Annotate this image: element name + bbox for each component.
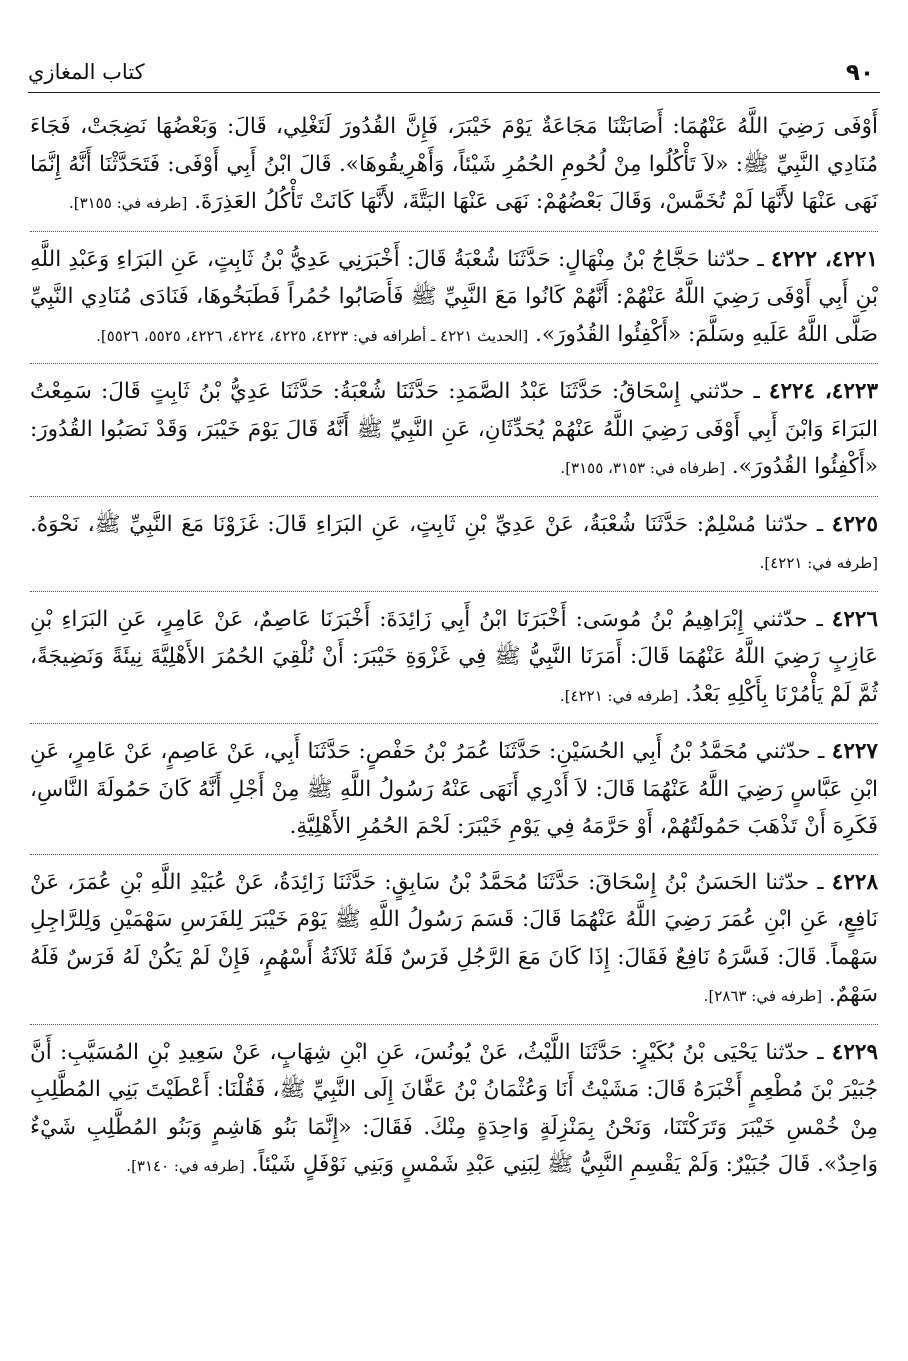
hadith-4229 xyxy=(30,1034,878,1186)
hadith-divider xyxy=(30,496,878,497)
hadith-divider xyxy=(30,363,878,364)
hadith-4227 xyxy=(30,733,878,846)
hadith-4225 xyxy=(30,506,878,583)
page-body xyxy=(30,108,878,1186)
hadith-4223-4224 xyxy=(30,373,878,488)
hadith-text: ـ حدّثني إِسْحَاقُ: حَدَّثَنَا عَبْدُ الصَّمَدِ: حَدَّثَنَا شُعْبَةُ: حَدَّثَنَا عَدِيُّ بْنُ ثَابِتٍ قَالَ: سَمِعْتُ البَرَاءَ وَابْنَ أَبِي أَوْفَى رَضِيَ اللَّهُ عَنْهُمْ يُحَدِّثَانِ، عَنِ النَّبِيِّ ﷺ أَنَّهُ قَالَ يَوْمَ خَيْبَرَ، وَقَدْ نَصَبُوا القُدُورَ: «أَكْفِئُوا القُدُورَ». xyxy=(30,379,878,479)
cross-reference: [طرفه في: ٣١٤٠]. xyxy=(126,1157,245,1175)
hadith-4226 xyxy=(30,601,878,716)
hadith-text: أَوْفَى رَضِيَ اللَّهُ عَنْهُمَا: أَصَابَتْنَا مَجَاعَةٌ يَوْمَ خَيْبَرَ، فَإِنَّ القُدُورَ لَتَغْلِي، قَالَ: وَبَعْضُهَا نَضِجَتْ، فَجَاءَ مُنَادِي النَّبِيِّ ﷺ: «لاَ تَأْكُلُوا مِنْ لُحُومِ الحُمُرِ شَيْئاً، وَأَهْرِيقُوهَا». قَالَ ابْنُ أَبِي أَوْفَى: فَتَحَدَّثْنَا أَنَّهُ إِنَّمَا نَهَى عَنْهَا لأَنَّهَا لَمْ تُخَمَّسْ، وَقَالَ بَعْضُهُمْ: نَهَى عَنْهَا البَتَّةَ، لأَنَّهَا كَانَتْ تَأْكُلُ العَذِرَةَ. xyxy=(30,114,878,214)
cross-reference: [طرفه في: ٤٢٢١]. xyxy=(759,554,878,572)
hadith-number: ٤٢٢٣، ٤٢٢٤ xyxy=(768,379,878,404)
header-rule xyxy=(28,92,880,93)
cross-reference: [طرفه في: ٤٢٢١]. xyxy=(559,686,679,705)
page-number: ٩٠ xyxy=(845,60,874,86)
hadith-4221-4222 xyxy=(30,241,878,356)
hadith-text: ـ حدّثنا يَحْيَى بْنُ بُكَيْرٍ: حَدَّثَنَا اللَّيْثُ، عَنْ يُونُسَ، عَنِ ابْنِ شِهَابٍ، عَنْ سَعِيدِ بْنِ المُسَيَّبِ: أَنَّ جُبَيْرَ بْنَ مُطْعِمٍ أَخْبَرَهُ قَالَ: مَشَيْتُ أَنَا وَعُثْمَانُ بْنُ عَفَّانَ إِلَى النَّبِيِّ ﷺ، فَقُلْنَا: أَعْطَيْتَ بَنِي المُطَّلِبِ مِنْ خُمْسِ خَيْبَرَ وَتَرَكْتَنَا، وَنَحْنُ بِمَنْزِلَةٍ وَاحِدَةٍ مِنْكَ. فَقَالَ: «إِنَّمَا بَنُو هَاشِمٍ وَبَنُو المُطَّلِبِ شَيْءٌ وَاحِدٌ». قَالَ جُبَيْرٌ: وَلَمْ يَقْسِمِ النَّبِيُّ ﷺ لِبَنِي عَبْدِ شَمْسٍ وَبَنِي نَوْفَلٍ شَيْئاً. xyxy=(30,1039,878,1177)
hadith-divider xyxy=(30,1024,878,1025)
hadith-number: ٤٢٢٨ xyxy=(831,869,878,895)
hadith-number: ٤٢٢٦ xyxy=(831,606,878,632)
hadith-text: ـ حدّثنا مُسْلِمٌ: حَدَّثَنَا شُعْبَةُ، عَنْ عَدِيِّ بْنِ ثَابِتٍ، عَنِ البَرَاءِ قَالَ: غَزَوْنَا مَعَ النَّبِيِّ ﷺ، نَحْوَهُ. xyxy=(30,511,824,537)
page-header xyxy=(28,60,880,100)
hadith-number: ٤٢٢٩ xyxy=(831,1039,878,1065)
cross-reference: [طرفه في: ٢٨٦٣]. xyxy=(703,987,823,1005)
cross-reference: [طرفه في: ٣١٥٥]. xyxy=(68,194,188,212)
hadith-continuation xyxy=(30,108,878,223)
hadith-divider xyxy=(30,231,878,232)
cross-reference: [الحديث ٤٢٢١ ـ أطرافه في: ٤٢٢٣، ٤٢٢٥، ٤٢٢٤، ٤٢٢٦، ٥٥٢٥، ٥٥٢٦]. xyxy=(96,326,529,345)
hadith-divider xyxy=(30,591,878,592)
hadith-divider xyxy=(30,723,878,724)
hadith-divider xyxy=(30,854,878,855)
hadith-number: ٤٢٢٥ xyxy=(831,511,878,537)
hadith-number: ٤٢٢١، ٤٢٢٢ xyxy=(770,246,878,272)
cross-reference: [طرفاه في: ٣١٥٣، ٣١٥٥]. xyxy=(560,459,726,477)
hadith-text: ـ حدّثني إِبْرَاهِيمُ بْنُ مُوسَى: أَخْبَرَنَا ابْنُ أَبِي زَائِدَةَ: أَخْبَرَنَا عَاصِمٌ، عَنْ عَامِرٍ، عَنِ البَرَاءِ بْنِ عَازِبٍ رَضِيَ اللَّهُ عَنْهُمَا قَالَ: أَمَرَنَا النَّبِيُّ ﷺ فِي غَزْوَةِ خَيْبَرَ: أَنْ نُلْقِيَ الحُمُرَ الأَهْلِيَّةَ نِيئَةً وَنَضِيجَةً، ثُمَّ لَمْ يَأْمُرْنَا بِأَكْلِهِ بَعْدُ. xyxy=(30,606,878,707)
hadith-4228 xyxy=(30,864,878,1016)
hadith-text: ـ حدّثنا حَجَّاجُ بْنُ مِنْهَالٍ: حَدَّثَنَا شُعْبَةُ قَالَ: أَخْبَرَنِي عَدِيُّ بْنُ ثَابِتٍ، عَنِ البَرَاءِ وَعَبْدِ اللَّهِ بْنِ أَبِي أَوْفَى رَضِيَ اللَّهُ عَنْهُمْ: أَنَّهُمْ كَانُوا مَعَ النَّبِيِّ ﷺ فَأَصَابُوا حُمُراً فَطَبَخُوهَا، فَنَادَى مُنَادِي النَّبِيِّ صَلَّى اللَّهُ عَلَيهِ وسَلَّمَ: «أَكْفِئُوا القُدُورَ». xyxy=(30,246,878,347)
hadith-text: ـ حدّثنا الحَسَنُ بْنُ إِسْحَاقَ: حَدَّثَنَا مُحَمَّدُ بْنُ سَابِقٍ: حَدَّثَنَا زَائِدَةُ، عَنْ عُبَيْدِ اللَّهِ بْنِ عُمَرَ، عَنْ نَافِعٍ، عَنِ ابْنِ عُمَرَ رَضِيَ اللَّهُ عَنْهُمَا قَالَ: قَسَمَ رَسُولُ اللَّهِ ﷺ يَوْمَ خَيْبَرَ لِلفَرَسِ سَهْمَيْنِ وَلِلرَّاجِلِ سَهْماً. قَالَ: فَسَّرَهُ نَافِعٌ فَقَالَ: إِذَا كَانَ مَعَ الرَّجُلِ فَرَسٌ فَلَهُ ثَلاَثَةُ أَسْهُمٍ، فَإِنْ لَمْ يَكُنْ لَهُ فَرَسٌ فَلَهُ سَهْمٌ. xyxy=(30,869,878,1007)
hadith-number: ٤٢٢٧ xyxy=(831,739,878,764)
hadith-text: ـ حدّثني مُحَمَّدُ بْنُ أَبِي الحُسَيْنِ: حَدَّثَنَا عُمَرُ بْنُ حَفْصٍ: حَدَّثَنَا أَبِي، عَنْ عَاصِمٍ، عَنْ عَامِرٍ، عَنِ ابْنِ عَبَّاسٍ رَضِيَ اللَّهُ عَنْهُمَا قَالَ: لاَ أَدْرِي أَنَهَى عَنْهُ رَسُولُ اللَّهِ ﷺ مِنْ أَجْلِ أَنَّهُ كَانَ حَمُولَةَ النَّاسِ، فَكَرِهَ أَنْ تَذْهَبَ حَمُولَتُهُمْ، أَوْ حَرَّمَهُ فِي يَوْمِ خَيْبَرَ: لَحْمَ الحُمُرِ الأَهْلِيَّةِ. xyxy=(30,739,878,839)
running-title: كتاب المغازي xyxy=(28,60,145,84)
